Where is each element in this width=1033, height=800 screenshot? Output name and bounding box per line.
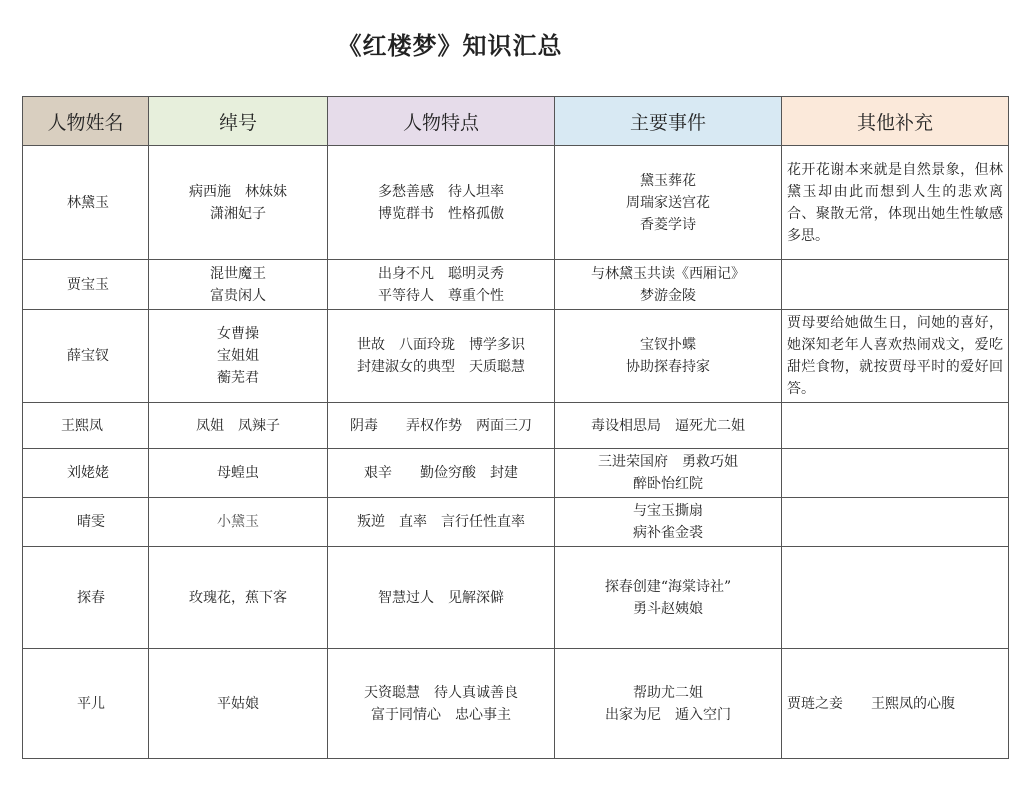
cell-extra xyxy=(782,403,1009,449)
header-name: 人物姓名 xyxy=(23,97,149,146)
cell-events: 黛玉葬花 周瑞家送宫花 香菱学诗 xyxy=(555,146,782,260)
cell-extra xyxy=(782,547,1009,649)
cell-nickname: 混世魔王 富贵闲人 xyxy=(149,260,328,310)
cell-events: 宝钗扑蝶 协助探春持家 xyxy=(555,310,782,403)
cell-events: 探春创建“海棠诗社” 勇斗赵姨娘 xyxy=(555,547,782,649)
cell-name: 平儿 xyxy=(23,649,149,759)
cell-name: 林黛玉 xyxy=(23,146,149,260)
cell-nickname: 玫瑰花，蕉下客 xyxy=(149,547,328,649)
cell-events: 与林黛玉共读《西厢记》 梦游金陵 xyxy=(555,260,782,310)
cell-name: 刘姥姥 xyxy=(23,449,149,498)
cell-events: 三进荣国府 勇救巧姐 醉卧怡红院 xyxy=(555,449,782,498)
cell-nickname: 凤姐 凤辣子 xyxy=(149,403,328,449)
cell-name: 晴雯 xyxy=(23,498,149,547)
cell-nickname: 女曹操 宝姐姐 蘅芜君 xyxy=(149,310,328,403)
cell-events: 毒设相思局 逼死尤二姐 xyxy=(555,403,782,449)
header-events: 主要事件 xyxy=(555,97,782,146)
header-row xyxy=(23,97,1009,146)
cell-traits: 艰辛 勤俭穷酸 封建 xyxy=(328,449,555,498)
cell-name: 贾宝玉 xyxy=(23,260,149,310)
table-row xyxy=(23,310,1009,403)
page-title: 《红楼梦》知识汇总 xyxy=(337,31,563,60)
cell-name: 薛宝钗 xyxy=(23,310,149,403)
cell-extra xyxy=(782,449,1009,498)
table-row xyxy=(23,547,1009,649)
cell-traits: 世故 八面玲珑 博学多识 封建淑女的典型 天质聪慧 xyxy=(328,310,555,403)
table-row xyxy=(23,260,1009,310)
cell-nickname: 平姑娘 xyxy=(149,649,328,759)
cell-events: 与宝玉撕扇 病补雀金裘 xyxy=(555,498,782,547)
table-row xyxy=(23,403,1009,449)
cell-extra xyxy=(782,498,1009,547)
cell-traits: 多愁善感 待人坦率 博览群书 性格孤傲 xyxy=(328,146,555,260)
cell-extra: 花开花谢本来就是自然景象，但林黛玉却由此而想到人生的悲欢离合、聚散无常，体现出她生性敏感多思。 xyxy=(782,146,1009,260)
cell-nickname: 母蝗虫 xyxy=(149,449,328,498)
cell-traits: 智慧过人 见解深僻 xyxy=(328,547,555,649)
table-row xyxy=(23,649,1009,759)
cell-name: 王熙凤 xyxy=(23,403,149,449)
cell-nickname: 小黛玉 xyxy=(149,498,328,547)
knowledge-table xyxy=(22,96,1009,759)
cell-nickname: 病西施 林妹妹 潇湘妃子 xyxy=(149,146,328,260)
cell-extra xyxy=(782,260,1009,310)
cell-traits: 出身不凡 聪明灵秀 平等待人 尊重个性 xyxy=(328,260,555,310)
header-nickname: 绰号 xyxy=(149,97,328,146)
header-extra: 其他补充 xyxy=(782,97,1009,146)
cell-extra: 贾琏之妾 王熙凤的心腹 xyxy=(782,649,1009,759)
cell-name: 探春 xyxy=(23,547,149,649)
table-row xyxy=(23,449,1009,498)
table-row xyxy=(23,498,1009,547)
cell-traits: 叛逆 直率 言行任性直率 xyxy=(328,498,555,547)
header-traits: 人物特点 xyxy=(328,97,555,146)
cell-traits: 天资聪慧 待人真诚善良 富于同情心 忠心事主 xyxy=(328,649,555,759)
cell-traits: 阴毒 弄权作势 两面三刀 xyxy=(328,403,555,449)
cell-events: 帮助尤二姐 出家为尼 遁入空门 xyxy=(555,649,782,759)
cell-extra: 贾母要给她做生日，问她的喜好，她深知老年人喜欢热闹戏文，爱吃甜烂食物，就按贾母平时的爱好回答。 xyxy=(782,310,1009,403)
table-row xyxy=(23,146,1009,260)
